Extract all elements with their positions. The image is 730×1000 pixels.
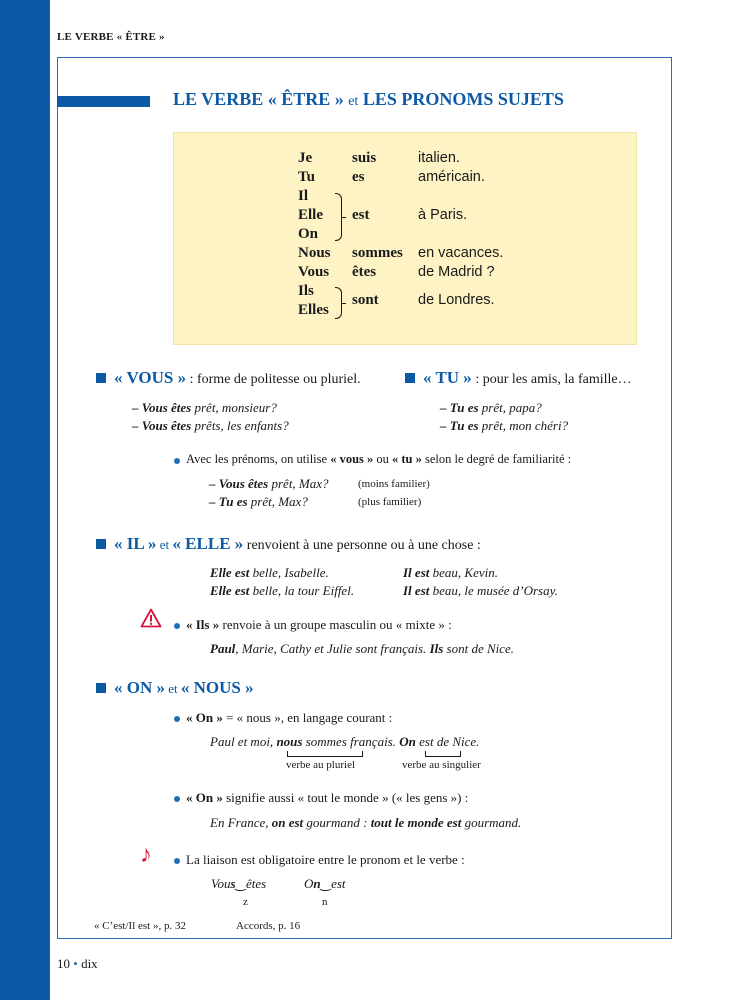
example-line: – Tu es prêt, mon chéri? bbox=[440, 418, 569, 433]
familiarity-text: Avec les prénoms, on utilise « vous » ou « tu » selon le degré de familiarité : bbox=[186, 452, 572, 466]
bullet-icon bbox=[174, 858, 180, 864]
liaison-example-vous: Vous‿êtes bbox=[211, 876, 267, 891]
verb: sommes bbox=[352, 245, 403, 261]
pronoun: Elle bbox=[298, 207, 323, 223]
example-line: – Tu es prêt, papa? bbox=[440, 400, 542, 415]
conjugation-box bbox=[173, 132, 637, 345]
title-accent-bar bbox=[57, 96, 150, 107]
pronoun: Nous bbox=[298, 245, 331, 261]
example-line: Il est beau, le musée d’Orsay. bbox=[403, 583, 558, 598]
warning-icon bbox=[140, 608, 162, 628]
verb: suis bbox=[352, 150, 377, 166]
example-line: Paul et moi, nous sommes français. On est de Nice. bbox=[210, 734, 480, 749]
on-rule-1: « On » = « nous », en langage courant : bbox=[186, 710, 393, 725]
complement: à Paris. bbox=[418, 207, 468, 223]
pronoun: Je bbox=[298, 150, 313, 166]
pronoun: Vous bbox=[298, 264, 330, 280]
page-sidebar-band bbox=[0, 0, 50, 1000]
section-square-icon bbox=[405, 373, 415, 383]
complement: de Londres. bbox=[418, 292, 495, 308]
annotation-plural: verbe au pluriel bbox=[286, 759, 356, 771]
bullet-icon bbox=[174, 716, 180, 722]
example-line: – Tu es prêt, Max? bbox=[209, 494, 308, 509]
bullet-icon bbox=[174, 458, 180, 464]
tu-heading: « TU » : pour les amis, la famille… bbox=[423, 368, 632, 387]
pronoun: Elles bbox=[298, 302, 329, 318]
pronoun: On bbox=[298, 226, 319, 242]
example-line: Elle est belle, Isabelle. bbox=[210, 565, 329, 580]
music-note-icon: ♪ bbox=[140, 842, 152, 868]
on-rule-2: « On » signifie aussi « tout le monde » (« les gens ») : bbox=[186, 790, 469, 805]
liaison-sound: z bbox=[243, 896, 248, 908]
complement: italien. bbox=[418, 150, 460, 166]
section-square-icon bbox=[96, 683, 106, 693]
pronoun: Il bbox=[298, 188, 309, 204]
pronoun: Ils bbox=[298, 283, 314, 299]
page-title: LE VERBE « ÊTRE » et LES PRONOMS SUJETS bbox=[173, 89, 564, 109]
cross-reference[interactable]: Accords, p. 16 bbox=[236, 920, 301, 932]
example-line: Elle est belle, la tour Eiffel. bbox=[210, 583, 355, 598]
example-line: – Vous êtes prêt, Max? bbox=[209, 476, 329, 491]
example-line: – Vous êtes prêts, les enfants? bbox=[132, 418, 289, 433]
liaison-sound: n bbox=[322, 896, 328, 908]
bullet-icon bbox=[174, 623, 180, 629]
bracket-mark bbox=[425, 751, 461, 757]
bracket-mark bbox=[287, 751, 363, 757]
verb: est bbox=[352, 207, 370, 223]
cross-reference[interactable]: « C’est/Il est », p. 32 bbox=[94, 920, 186, 932]
example-line: En France, on est gourmand : tout le monde est gourmand. bbox=[210, 815, 522, 830]
annotation-singular: verbe au singulier bbox=[402, 759, 481, 771]
liaison-rule: La liaison est obligatoire entre le pronom et le verbe : bbox=[186, 852, 465, 867]
section-square-icon bbox=[96, 373, 106, 383]
complement: en vacances. bbox=[418, 245, 504, 261]
complement: américain. bbox=[418, 169, 485, 185]
il-elle-heading: « IL » et « ELLE » renvoient à une personne ou à une chose : bbox=[114, 534, 481, 553]
verb: êtes bbox=[352, 264, 377, 280]
example-line: – Vous êtes prêt, monsieur? bbox=[132, 400, 277, 415]
brace bbox=[335, 193, 342, 241]
example-note: (plus familier) bbox=[358, 496, 422, 508]
verb: es bbox=[352, 169, 365, 185]
example-line: Il est beau, Kevin. bbox=[403, 565, 498, 580]
page-number: 10 • dix bbox=[57, 956, 98, 971]
verb: sont bbox=[352, 292, 379, 308]
pronoun: Tu bbox=[298, 169, 315, 185]
complement: de Madrid ? bbox=[418, 264, 495, 280]
example-note: (moins familier) bbox=[358, 478, 430, 490]
vous-heading: « VOUS » : forme de politesse ou pluriel. bbox=[114, 368, 361, 387]
section-square-icon bbox=[96, 539, 106, 549]
example-line: Paul, Marie, Cathy et Julie sont français. Ils sont de Nice. bbox=[210, 641, 515, 656]
bullet-icon bbox=[174, 796, 180, 802]
on-nous-heading: « ON » et « NOUS » bbox=[114, 678, 254, 697]
liaison-example-on: On‿est bbox=[304, 876, 346, 891]
running-title: LE VERBE « ÊTRE » bbox=[57, 31, 165, 43]
ils-rule: « Ils » renvoie à un groupe masculin ou « mixte » : bbox=[186, 617, 452, 632]
brace bbox=[335, 287, 342, 319]
